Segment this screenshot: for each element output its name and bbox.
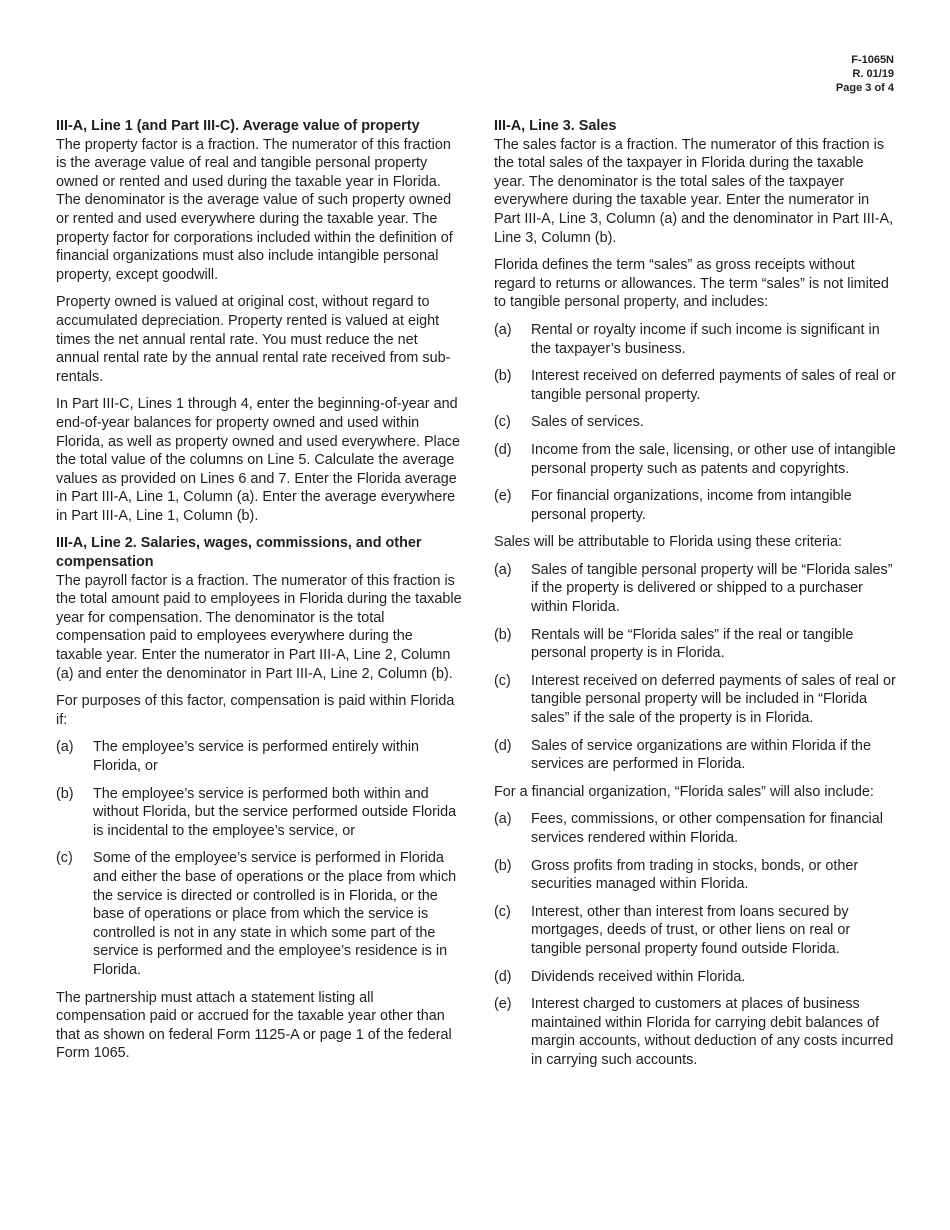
list-item xyxy=(494,737,896,774)
form-header xyxy=(836,53,894,95)
paragraph: The sales factor is a fraction. The numerator of this fraction is the total sales of the taxpayer in Florida during the taxable year. The denominator is the total sales of the taxpayer everywhere during the taxable year. Enter the numerator in Part III-A, Line 3, Column (a) and the denominator in Part III-A, Line 3, Column (b). xyxy=(494,136,894,246)
list-item-text: Rental or royalty income if such income is significant in the taxpayer’s business. xyxy=(531,321,880,357)
list-item xyxy=(494,672,896,728)
list-item-text: Interest charged to customers at places of business maintained within Florida for carrying debit balances of margin accounts, without deduction of any costs incurred in carrying such accounts. xyxy=(531,996,894,1068)
paragraph: The partnership must attach a statement listing all compensation paid or accrued for the taxable year other than that as shown on federal Form 1125-A or page 1 of the federal Form 1065. xyxy=(56,989,452,1062)
paragraph: For a financial organization, “Florida sales” will also include: xyxy=(494,783,874,800)
list-item-text: Sales of services. xyxy=(531,414,644,431)
section-heading-property: III-A, Line 1 (and Part III-C). Average value of property xyxy=(56,118,420,134)
list-item-label: (b) xyxy=(56,785,74,802)
list-item-text: Interest, other than interest from loans secured by mortgages, deeds of trust, or other liens on real or tangible personal property found outside Florida. xyxy=(531,903,851,957)
paragraph: Sales will be attributable to Florida using these criteria: xyxy=(494,534,842,551)
list-item-label: (a) xyxy=(494,811,512,828)
list-item-label: (c) xyxy=(494,414,511,431)
left-column xyxy=(56,117,462,1072)
list-item xyxy=(494,810,896,847)
paragraph: Property owned is valued at original cost, without regard to accumulated depreciation. Property rented is valued at eight times the net annual rental rate. You must reduce the net annual rental rate by the annual rental rate received from sub-rentals. xyxy=(56,294,451,385)
paragraph: In Part III-C, Lines 1 through 4, enter the beginning-of-year and end-of-year balances for property owned and used within Florida, as well as property owned and used everywhere. Place the total value of the columns on Line 5. Calculate the average values as provided on Lines 6 and 7. Enter the Florida average in Part III-A, Line 1, Column (a). Enter the average everywhere in Part III-A, Line 1, Column (b). xyxy=(56,396,460,524)
list-item-label: (e) xyxy=(494,996,512,1013)
list-item-text: Interest received on deferred payments of sales of real or tangible personal property. xyxy=(531,368,896,403)
list-item-label: (c) xyxy=(494,903,511,920)
list-item-text: Dividends received within Florida. xyxy=(531,968,746,985)
list-item-text: Sales of tangible personal property will be “Florida sales” if the property is delivered or shipped to a purchaser within Florida. xyxy=(531,561,893,616)
form-number: F-1065N xyxy=(851,54,894,66)
page-number: Page 3 of 4 xyxy=(835,82,894,94)
list-item-label: (c) xyxy=(494,672,511,689)
list-item-text: Gross profits from trading in stocks, bonds, or other securities managed within Florida. xyxy=(531,857,859,893)
list-item-text: The employee’s service is performed both within and without Florida, but the service performed outside Florida is incidental to the employee’s service, or xyxy=(93,785,457,839)
list-item xyxy=(494,367,896,404)
form-revision: R. 01/19 xyxy=(852,68,894,80)
list-item-text: The employee’s service is performed entirely within Florida, or xyxy=(93,739,420,774)
list-item-text: Some of the employee’s service is performed in Florida and either the base of operations or the place from which the service is directed or controlled is in Florida, or the base of operations or place from which the service is controlled is not in any state in which some part of the service is performed and the employee’s residence is in Florida. xyxy=(93,850,457,978)
list-item xyxy=(56,738,462,775)
list-item xyxy=(494,626,896,663)
list-item-label: (d) xyxy=(494,441,512,458)
list-item-label: (e) xyxy=(494,488,512,505)
section-heading-sales: III-A, Line 3. Sales xyxy=(494,118,617,134)
list-item xyxy=(56,785,462,841)
list-item-label: (a) xyxy=(56,739,74,756)
list-item-label: (b) xyxy=(494,368,512,385)
list-item-label: (b) xyxy=(494,857,512,874)
list-item-text: Sales of service organizations are within Florida if the services are performed in Florida. xyxy=(531,737,871,773)
list-item xyxy=(56,849,462,979)
list-item-label: (d) xyxy=(494,968,512,985)
section-heading-salaries: III-A, Line 2. Salaries, wages, commissions, and other compensation xyxy=(56,535,422,571)
list-item-label: (c) xyxy=(56,850,73,867)
list-item xyxy=(494,903,896,959)
list-item xyxy=(494,321,896,358)
list-item-text: Fees, commissions, or other compensation for financial services rendered within Florida. xyxy=(531,811,883,846)
paragraph: Florida defines the term “sales” as gross receipts without regard to returns or allowances. The term “sales” is not limited to tangible personal property, and includes: xyxy=(494,257,889,311)
paragraph: For purposes of this factor, compensation is paid within Florida if: xyxy=(56,693,455,728)
list-item-text: Rentals will be “Florida sales” if the real or tangible personal property is in Florida. xyxy=(531,626,854,662)
list-item-text: For financial organizations, income from intangible personal property. xyxy=(531,488,852,523)
list-item xyxy=(494,413,896,432)
list-item xyxy=(494,968,896,987)
list-item-label: (d) xyxy=(494,737,512,754)
list-item xyxy=(494,995,896,1069)
paragraph: The property factor is a fraction. The numerator of this fraction is the average value of real and tangible personal property owned or rented and used during the taxable year in Florida. The denominator is the average value of such property owned or rented and used everywhere during the taxable year. The property factor for corporations included within the definition of financial organizations must also include intangible personal property, except goodwill. xyxy=(56,136,453,283)
paragraph: The payroll factor is a fraction. The numerator of this fraction is the total amount paid to employees in Florida during the taxable year for compensation. The denominator is the total compensation paid to employees everywhere during the taxable year. Enter the numerator in Part III-A, Line 2, Column (a) and enter the denominator in Part III-A, Line 2, Column (b). xyxy=(56,572,462,682)
list-item xyxy=(494,441,896,478)
list-item xyxy=(494,561,896,617)
list-item-label: (b) xyxy=(494,626,512,643)
list-item-text: Interest received on deferred payments of sales of real or tangible personal property will be included in “Florida sales” if the sale of the property is in Florida. xyxy=(531,672,896,727)
list-item xyxy=(494,857,896,894)
right-column xyxy=(494,117,896,1079)
list-item-text: Income from the sale, licensing, or other use of intangible personal property such as patents and copyrights. xyxy=(531,441,896,477)
list-item-label: (a) xyxy=(494,321,512,338)
list-item xyxy=(494,487,896,524)
list-item-label: (a) xyxy=(494,561,512,578)
